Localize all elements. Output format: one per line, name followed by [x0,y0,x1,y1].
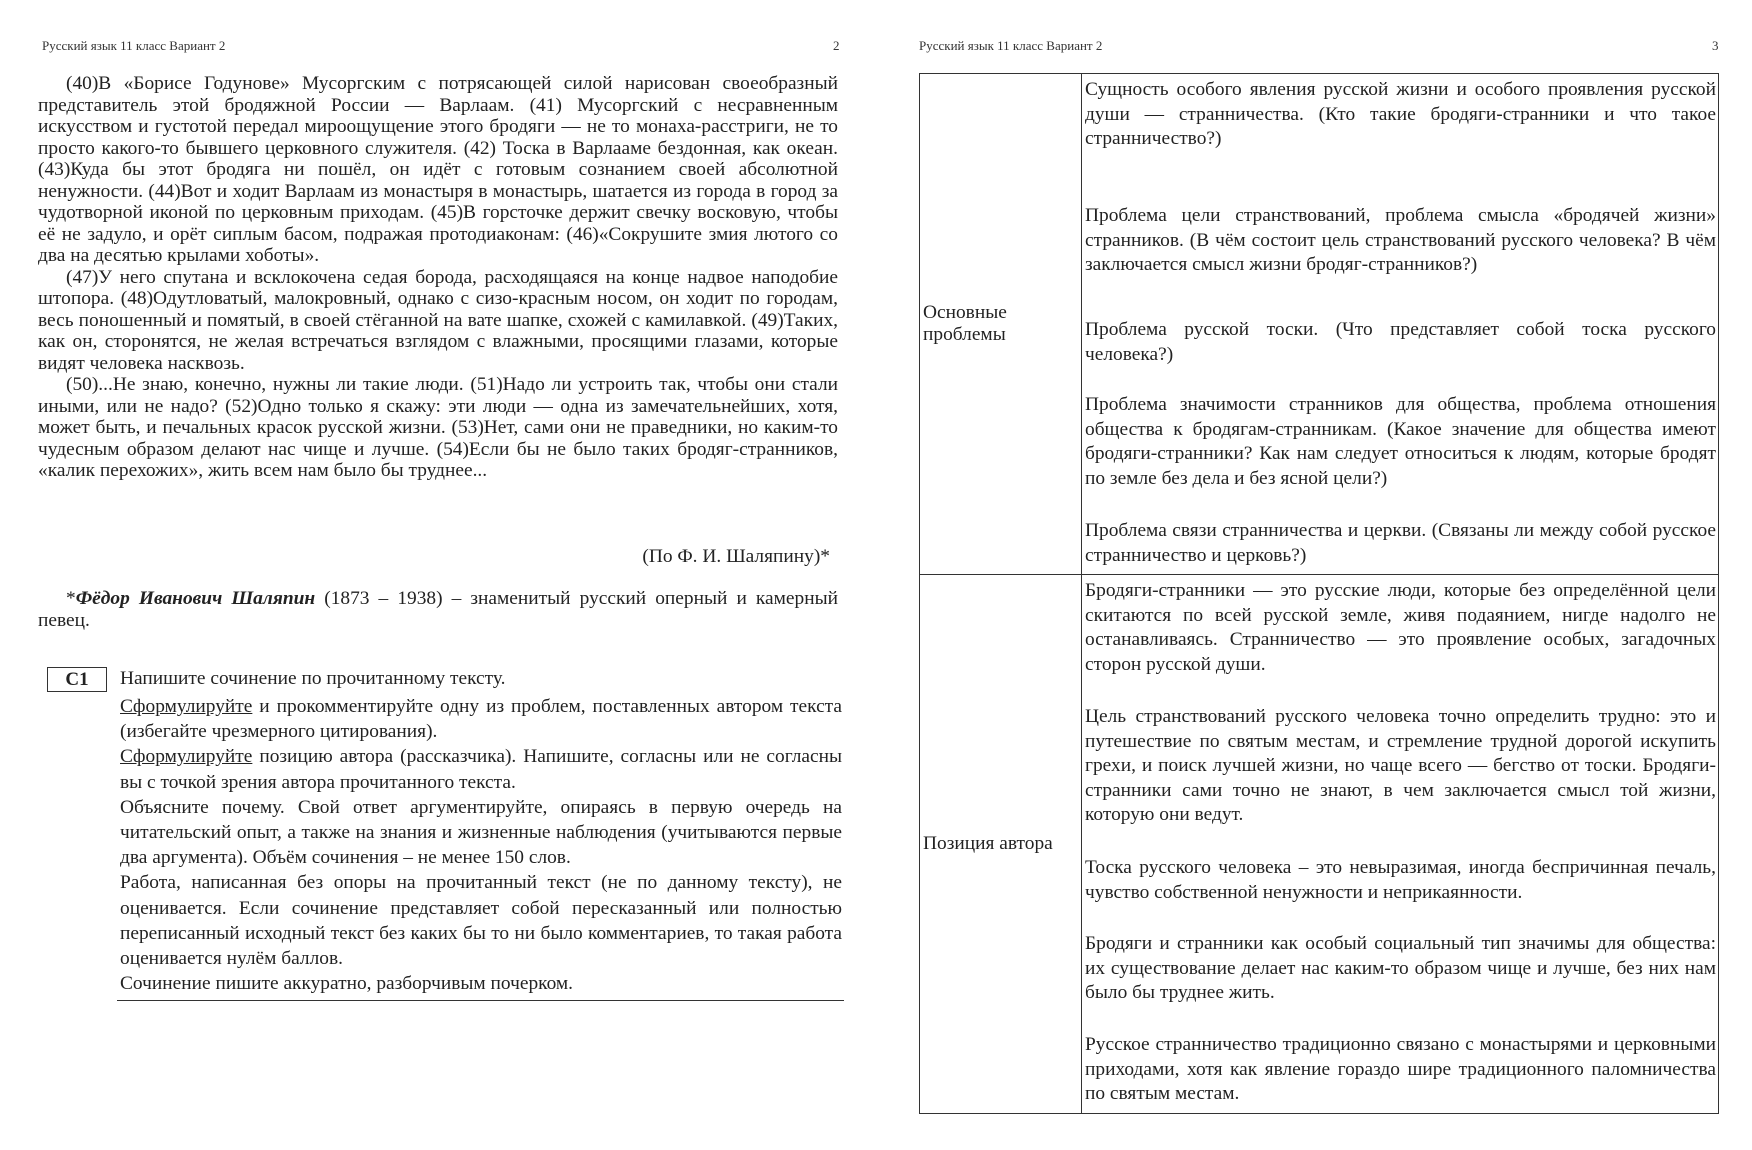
attribution: (По Ф. И. Шаляпину)* [642,546,830,567]
list-item: Цель странствований русского человека точно определить трудно: это и путешествие по святым местам, и стремление трудной дорогой искупить грехи, и поиск лучшей жизни, но чаще всего — бегство от тоски. Бродяги-странники сами точно не знают, в чем заключается смысл той жизни, которую они ведут. [1085,706,1716,825]
list-item: Сущность особого явления русской жизни и особого проявления русской души — странничества. (Кто такие бродяги-странники и что такое странничество?) [1085,79,1716,149]
page-number: 2 [833,38,840,53]
text-paragraph: (47)У него спутана и всклокочена седая борода, расходящаяся на конце надвое наподобие штопора. (48)Одутловатый, малокровный, однако с сизо-красным носом, он ходит по городам, весь поношенный и помятый, в своей стёганной на вате шапке, схожей с камилавкой. (49)Таких, как он, сторонятся, не желая встречаться взглядом с влажными, просящими глазами, которые видят человека насквозь. [38,266,838,374]
criteria-table [919,73,1719,1114]
table-row [920,575,1719,1114]
row-content-problems [1082,74,1719,575]
list-item: Русское странничество традиционно связано с монастырями и церковными приходами, хотя как явление гораздо шире традиционного паломничества по святым местам. [1085,1034,1716,1104]
list-item: Бродяги-странники — это русские люди, которые без определённой цели скитаются по всей русской земле, живя подаянием, нигде надолго не останавливаясь. Странничество — это проявление особых, загадочных сторон русской души. [1085,580,1716,675]
list-item: Тоска русского человека – это невыразимая, иногда беспричинная печаль, чувство собственной ненужности и неприкаянности. [1085,857,1716,903]
task-heading: Напишите сочинение по прочитанному тексту. [120,668,506,689]
list-item: Проблема связи странничества и церкви. (Связаны ли между собой русское странничество и церковь?) [1085,520,1716,566]
task-instruction-3: Объясните почему. Свой ответ аргументируйте, опираясь в первую очередь на читательский опыт, а также на знания и жизненные наблюдения (учитываются первые два аргумента). Объём сочинения – не менее 150 слов. [120,796,842,869]
footnote-star: * [66,588,76,609]
footnote-name: Фёдор Иванович Шаляпин [75,588,316,609]
task-verb-underlined: Сформулируйте [120,746,253,768]
page-header-title: Русский язык 11 класс Вариант 2 [42,38,226,53]
source-text [38,73,838,482]
text-paragraph: (50)...Не знаю, конечно, нужны ли такие люди. (51)Надо ли устроить так, чтобы они стали иными, или не надо? (52)Одно только я скажу: эти люди — одна из замечательнейших, хотя, может быть, и печальных красок русской жизни. (53)Нет, сами они не праведники, но каким-то чудесным образом делают нас чище и лучше. (54)Если бы не было таких бродяг-странников, «калик перехожих», жить всем нам было бы труднее... [38,374,838,481]
right-page [876,0,1752,1150]
row-label-author-position: Позиция автора [920,575,1082,1114]
list-item: Проблема русской тоски. (Что представляет собой тоска русского человека?) [1085,319,1716,365]
list-item: Проблема цели странствований, проблема смысла «бродячей жизни» странников. (В чём состоит цель странствований русского человека? В чём заключается смысл жизни бродяг-странников?) [1085,205,1716,275]
task-divider [117,1000,844,1001]
task-instructions [120,694,842,996]
list-item: Проблема значимости странников для общества, проблема отношения общества к бродягам-странникам. (Какое значение для общества имеют бродяги-странники? Как нам следует относиться к людям, которые бродят по земле без дела и без ясной цели?) [1085,394,1716,489]
page-number: 3 [1712,38,1719,53]
row-label-problems: Основные проблемы [920,74,1082,575]
footnote [38,588,838,632]
task-instruction-1: Сформулируйте и прокомментируйте одну из проблем, поставленных автором текста (избегайте чрезмерного цитирования). [120,696,842,743]
task-verb-underlined: Сформулируйте [120,696,253,717]
task-code-box: С1 [47,667,107,692]
task-instruction-2: Сформулируйте позицию автора (рассказчика). Напишите, согласны или не согласны вы с точкой зрения автора прочитанного текста. [120,746,842,793]
task-instruction-4: Работа, написанная без опоры на прочитанный текст (не по данному тексту), не оценивается. Если сочинение представляет собой пересказанный или полностью переписанный исходный текст без каких бы то ни было комментариев, то такая работа оценивается нулём баллов. [120,872,842,970]
footnote-text: (1873 – 1938) – знаменитый русский оперный и камерный певец. [38,588,838,631]
table-row [920,74,1719,575]
page-header-title: Русский язык 11 класс Вариант 2 [919,38,1103,53]
task-instruction-5: Сочинение пишите аккуратно, разборчивым почерком. [120,973,574,995]
text-paragraph: (40)В «Борисе Годунове» Мусоргским с потрясающей силой нарисован своеобразный представитель этой бродяжной России — Варлаам. (41) Мусоргский с несравненным искусством и густотой передал мироощущение этого бродяги — не то монаха-расстриги, не то просто какого-то бывшего церковного служителя. (42) Тоска в Варлааме бездонная, как океан. (43)Куда бы этот бродяга ни пошёл, он идёт с готовым сознанием своей абсолютной ненужности. (44)Вот и ходит Варлаам из монастыря в монастырь, шатается из города в город за чудотворной иконой по церковным приходам. (45)В горсточке держит свечку восковую, чтобы её не задуло, и орёт сиплым басом, подражая протодиаконам: (46)«Сокрушите змия лютого со два на десятью крылами хоботы». [38,73,838,266]
list-item: Бродяги и странники как особый социальный тип значимы для общества: их существование делает нас каким-то образом чище и лучше, без них нам было бы труднее жить. [1085,933,1716,1003]
row-content-author-position [1082,575,1719,1114]
